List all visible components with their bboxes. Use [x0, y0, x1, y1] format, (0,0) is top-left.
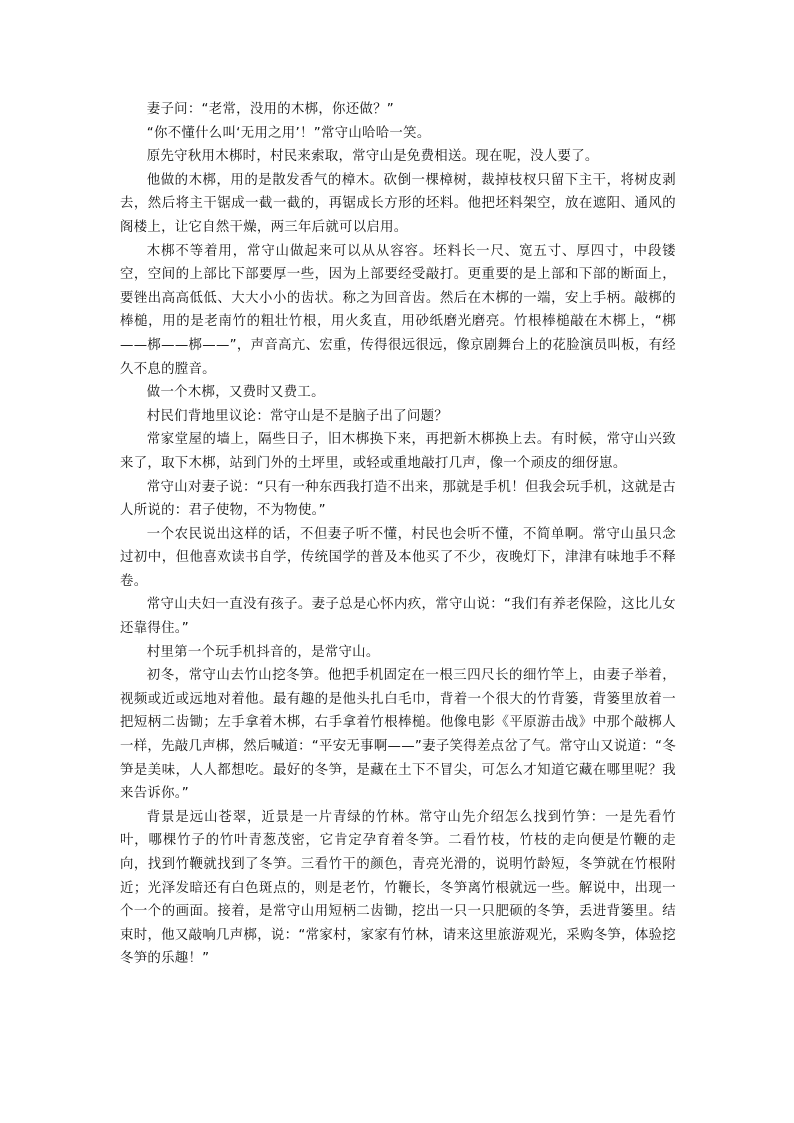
paragraph: 一个农民说出这样的话，不但妻子听不懂，村民也会听不懂，不简单啊。常守山虽只念过初中，但他喜欢读书自学，传统国学的普及本他买了不少，夜晚灯下，津津有味地手不释卷。 [120, 526, 676, 589]
paragraph: 背景是远山苍翠，近景是一片青绿的竹林。常守山先介绍怎么找到竹笋：一是先看竹叶，哪棵竹子的竹叶青葱茂密，它肯定孕育着冬笋。二看竹枝，竹枝的走向便是竹鞭的走向，找到竹鞭就找到了冬笋。三看竹干的颜色，青亮光滑的，说明竹龄短，冬笋就在竹根附近；光泽发暗还有白色斑点的，则是老竹，竹鞭长，冬笋离竹根就远一些。解说中，出现一个一个的画面。接着，是常守山用短柄二齿锄，挖出一只一只肥硕的冬笋，丢进背篓里。结束时，他又敲响几声梆，说：“常家村，家家有竹林，请来这里旅游观光，采购冬笋，体验挖冬笋的乐趣！” [120, 809, 676, 967]
paragraph: 木梆不等着用，常守山做起来可以从从容容。坯料长一尺、宽五寸、厚四寸，中段镂空，空间的上部比下部要厚一些，因为上部要经受敲打。更重要的是上部和下部的断面上，要锉出高高低低、大大小小的齿状。称之为回音齿。然后在木梆的一端，安上手柄。敲梆的棒槌，用的是老南竹的粗壮竹根，用火炙直，用砂纸磨光磨亮。竹根棒槌敲在木梆上，“梆——梆——梆——”，声音高亢、宏重，传得很远很远，像京剧舞台上的花脸演员叫板，有经久不息的膛音。 [120, 243, 676, 377]
paragraph: 妻子问：“老常，没用的木梆，你还做？” [146, 102, 395, 117]
paragraph: 做一个木梆，又费时又费工。 [146, 385, 325, 401]
paragraph: 原先守秋用木梆时，村民来索取，常守山是免费相送。现在呢，没人要了。 [146, 149, 599, 165]
paragraph: 村里第一个玩手机抖音的，是常守山。 [146, 644, 380, 660]
paragraph: 常守山夫妇一直没有孩子。妻子总是心怀内疚，常守山说：“我们有养老保险，这比儿女还靠得住。” [120, 597, 676, 637]
paragraph: 初冬，常守山去竹山挖冬笋。他把手机固定在一根三四尺长的细竹竿上，由妻子举着，视频或近或远地对着他。最有趣的是他头扎白毛巾，背着一个很大的竹背篓，背篓里放着一把短柄二齿锄；左手拿着木梆，右手拿着竹根棒槌。他像电影《平原游击战》中那个敲梆人一样，先敲几声梆，然后喊道：“平安无事啊——”妻子笑得差点岔了气。常守山又说道：“冬笋是美味，人人都想吃。最好的冬笋，是藏在土下不冒尖，可怎么才知道它藏在哪里呢？我来告诉你。” [120, 668, 676, 802]
body-text [120, 98, 676, 971]
paragraph: 常家堂屋的墙上，隔些日子，旧木梆换下来，再把新木梆换上去。有时候，常守山兴致来了，取下木梆，站到门外的土坪里，或轻或重地敲打几声，像一个顽皮的细伢崽。 [120, 432, 676, 471]
paragraph: “你不懂什么叫‘无用之用’！”常守山哈哈一笑。 [146, 125, 431, 141]
paragraph: 村民们背地里议论：常守山是不是脑子出了问题？ [146, 408, 448, 424]
paragraph: 常守山对妻子说：“只有一种东西我打造不出来，那就是手机！但我会玩手机，这就是古人所说的：君子使物，不为物使。” [120, 479, 676, 519]
paragraph: 他做的木梆，用的是散发香气的樟木。砍倒一棵樟树，裁掉枝杈只留下主干，将树皮剥去，然后将主干锯成一截一截的，再锯成长方形的坯料。他把坯料架空，放在遮阳、通风的阁楼上，让它自然干燥，两三年后就可以启用。 [120, 172, 676, 235]
